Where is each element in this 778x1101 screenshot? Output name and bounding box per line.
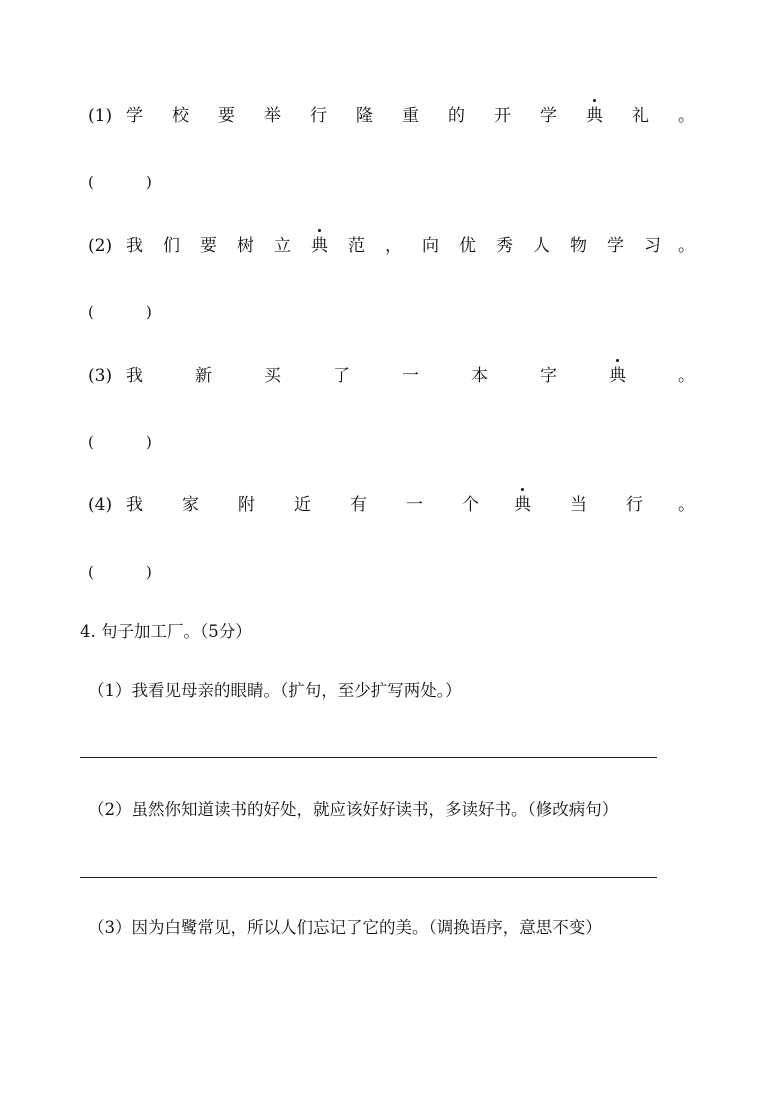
paren-close: ) [146, 173, 152, 191]
char: 新 [195, 366, 212, 386]
char: 我 [126, 236, 143, 256]
char: 人 [533, 236, 550, 256]
paren-close: ) [146, 433, 152, 451]
paren-open: ( [88, 173, 94, 191]
char: ， [385, 236, 402, 256]
char: 我 [126, 366, 143, 386]
char-emphasized: 典 [586, 106, 603, 126]
char: 举 [264, 106, 281, 126]
char: 要 [200, 236, 217, 256]
char: 。 [678, 106, 695, 126]
char: 一 [406, 495, 423, 515]
answer-line[interactable] [80, 877, 657, 878]
paren-close: ) [146, 303, 152, 321]
char-emphasized: 典 [514, 495, 531, 515]
item-number: (2) [88, 236, 113, 256]
char: 的 [448, 106, 465, 126]
emphasis-dot [616, 359, 619, 362]
char: 范 [348, 236, 365, 256]
paren-close: ) [146, 563, 152, 581]
char: 买 [264, 366, 281, 386]
char-emphasized: 典 [609, 366, 626, 386]
char: 字 [540, 366, 557, 386]
char: 隆 [356, 106, 373, 126]
emphasis-dot [521, 488, 524, 491]
char: 开 [494, 106, 511, 126]
char: 物 [570, 236, 587, 256]
char: 校 [172, 106, 189, 126]
char: 。 [678, 366, 695, 386]
char: 学 [540, 106, 557, 126]
paren-open: ( [88, 563, 94, 581]
char: 学 [126, 106, 143, 126]
char: 树 [237, 236, 254, 256]
q4-heading: 4. 句子加工厂。（5分） [80, 622, 252, 641]
answer-line[interactable] [80, 757, 657, 758]
char: 本 [471, 366, 488, 386]
char: 家 [182, 495, 199, 515]
q4-item-3: （3）因为白鹭常见，所以人们忘记了它的美。（调换语序，意思不变） [88, 918, 602, 937]
char: 要 [218, 106, 235, 126]
char: 。 [678, 495, 695, 515]
char: 们 [163, 236, 180, 256]
char: 了 [333, 366, 350, 386]
char: 当 [570, 495, 587, 515]
char: 一 [402, 366, 419, 386]
char: 习 [644, 236, 661, 256]
char: 有 [350, 495, 367, 515]
char: 学 [607, 236, 624, 256]
char: 行 [310, 106, 327, 126]
char-emphasized: 典 [311, 236, 328, 256]
char: 礼 [632, 106, 649, 126]
item-number: (1) [88, 106, 113, 126]
paren-open: ( [88, 433, 94, 451]
char: 立 [274, 236, 291, 256]
char: 向 [422, 236, 439, 256]
char: 优 [459, 236, 476, 256]
char: 近 [294, 495, 311, 515]
emphasis-dot [593, 99, 596, 102]
char: 我 [126, 495, 143, 515]
q4-item-1: （1）我看见母亲的眼睛。（扩句，至少扩写两处。） [88, 681, 462, 700]
paren-open: ( [88, 303, 94, 321]
item-number: (4) [88, 495, 113, 515]
char: 附 [238, 495, 255, 515]
char: 重 [402, 106, 419, 126]
char: 。 [678, 236, 695, 256]
item-number: (3) [88, 366, 113, 386]
q4-item-2: （2）虽然你知道读书的好处，就应该好好读书，多读好书。（修改病句） [88, 800, 619, 819]
char: 行 [626, 495, 643, 515]
char: 个 [462, 495, 479, 515]
char: 秀 [496, 236, 513, 256]
emphasis-dot [318, 229, 321, 232]
